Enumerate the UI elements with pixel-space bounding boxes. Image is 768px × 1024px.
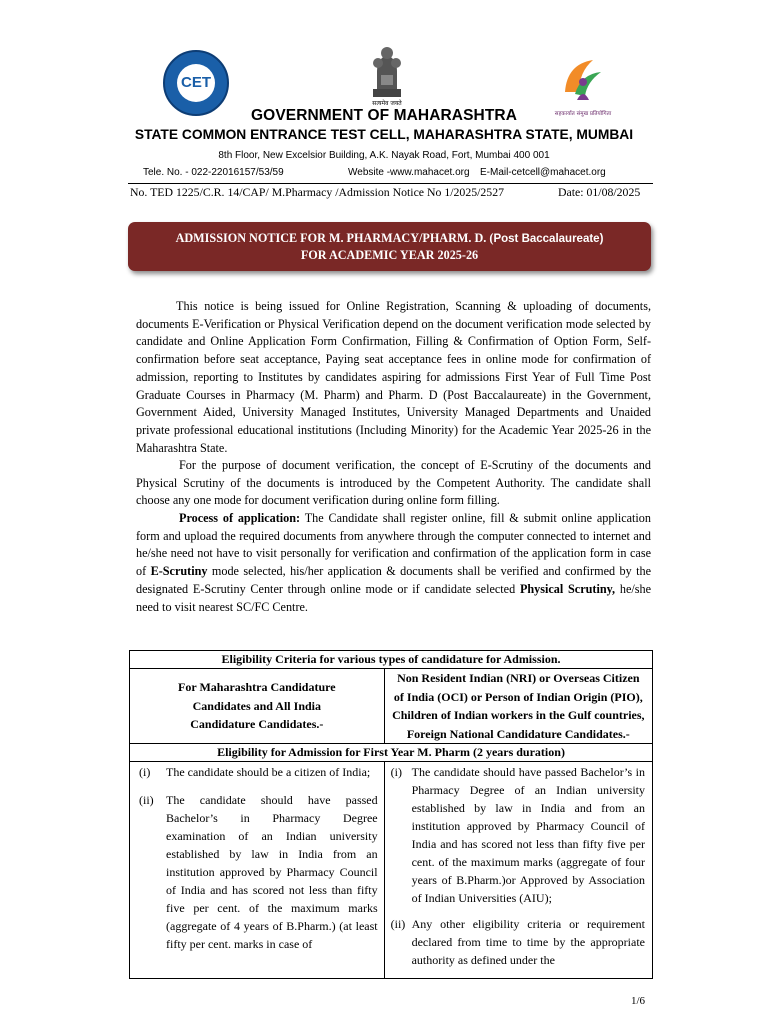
column-header-left-text: For Maharashtra Candidature Candidates and All India Candidature Candidates.- <box>178 680 336 732</box>
right-item-text: Any other eligibility criteria or requirement declared from time to time by the appropriate authority as defined under the <box>411 917 645 967</box>
cell-title: STATE COMMON ENTRANCE TEST CELL, MAHARASHTRA STATE, MUMBAI <box>134 127 634 142</box>
banner-line-1 <box>128 230 651 247</box>
column-header-maharashtra <box>130 669 385 744</box>
eligibility-table <box>129 650 653 979</box>
header-divider <box>128 183 653 184</box>
cet-logo-center <box>177 64 215 102</box>
intro-paragraph <box>136 298 651 457</box>
process-text-a: The Candidate shall register online, fill & submit online application form and upload the required documents from anywhere through the computer connected to internet and he/she need not have to visit personally for verification and confirmation of the application form in case of <box>136 511 651 579</box>
email-text: E-Mail-cetcell@mahacet.org <box>480 167 606 178</box>
physical-scrutiny-term: Physical Scrutiny, <box>519 581 616 596</box>
left-item-number: (i) <box>139 765 151 779</box>
left-item-text: The candidate should have passed Bachelor’s in Pharmacy Degree examination of an Indian university established by law in India from an institution approved by Pharmacy Council of India and has scored not less than fifty five per cent. of the maximum marks (aggregate of 4 years of B.Pharm.) (at least fifty per cent. marks in case of <box>166 793 378 951</box>
left-item <box>130 763 384 781</box>
website-text: Website -www.mahacet.org <box>348 167 470 178</box>
right-item <box>385 763 652 907</box>
table-section-heading: Eligibility for Admission for First Year M. Pharm (2 years duration) <box>130 744 653 762</box>
process-label: Process of application: <box>179 511 301 525</box>
right-item-text: The candidate should have passed Bachelor’s in Pharmacy Degree of an Indian university established by law in India and from an institution approved by Pharmacy Council of India and has scored not less than fifty five per cent. of the maximum marks (aggregate of four years of B.Pharm.)or Approved by Association of Indian Universities (AIU); <box>411 765 645 905</box>
column-header-right-text: Non Resident Indian (NRI) or Overseas Citizen of India (OCI) or Person of Indian Origin (PIO), Children of Indian workers in the Gulf countries, Foreign National Candidature Candidates.- <box>392 671 645 741</box>
verification-paragraph-text: For the purpose of document verification, the concept of E-Scrutiny of the documents and Physical Scrutiny of the documents is introduced by the Competent Authority. The candidate shall choose any one mode for document verification during online form filling. <box>136 458 651 508</box>
process-paragraph <box>136 510 651 616</box>
banner-post-baccalaureate: Post Baccalaureate) <box>493 233 604 245</box>
government-title: GOVERNMENT OF MAHARASHTRA <box>251 107 517 124</box>
state-emblem-icon <box>367 45 407 101</box>
reference-number: No. TED 1225/C.R. 14/CAP/ M.Pharmacy /Admission Notice No 1/2025/2527 <box>130 185 505 199</box>
process-text-b: mode selected, his/her application & documents shall be verified and confirmed by the designated E-Scrutiny Center through online mode or if candidate selected <box>136 564 651 596</box>
table-title: Eligibility Criteria for various types of candidature for Admission. <box>130 651 653 669</box>
telephone-number: Tele. No. - 022-22016157/53/59 <box>143 167 284 178</box>
left-item <box>130 791 384 953</box>
process-text-c: he/she need to visit nearest SC/FC Centre. <box>136 581 651 614</box>
notice-date: Date: 01/08/2025 <box>558 185 641 199</box>
left-criteria-cell <box>130 762 385 979</box>
left-item-text: The candidate should be a citizen of India; <box>166 765 371 779</box>
office-address: 8th Floor, New Excelsior Building, A.K. Nayak Road, Fort, Mumbai 400 001 <box>218 150 550 161</box>
emblem-motto: सत्यमेव जयते <box>372 100 402 107</box>
right-item-number: (i) <box>390 765 402 779</box>
right-logo-caption: सहकार्यात संमुख प्रतियोगिता <box>554 111 612 117</box>
intro-paragraph-text: This notice is being issued for Online Registration, Scanning & uploading of documents, documents E-Verification or Physical Verification depend on the document verification mode selected by candidate and Online Application Form Confirmation, Filling & Confirmation of Option Form, Self-confirmation before seat acceptance, Paying seat acceptance fees in online mode for confirmation of admission, reporting to Institutes by candidates aspiring for admissions First Year of Full Time Post Graduate Courses in Pharmacy (M. Pharm) and Pharm. D (Post Baccalaureate) in the Government, Government Aided, University Managed Institutes, University Managed Departments and Unaided private professional educational institutions (Including Minority) for the Academic Year 2025-26 in the Maharashtra State. <box>136 299 651 455</box>
verification-paragraph <box>136 457 651 510</box>
left-item-number: (ii) <box>139 793 154 807</box>
notice-title-banner <box>128 222 651 271</box>
right-item <box>385 915 652 969</box>
cet-logo-text: CET <box>181 74 211 91</box>
e-scrutiny-term: E-Scrutiny <box>150 564 208 579</box>
column-header-nri <box>384 669 652 744</box>
banner-line-2: FOR ACADEMIC YEAR 2025-26 <box>300 248 479 262</box>
page-number: 1/6 <box>631 995 646 1007</box>
banner-line-1-main: ADMISSION NOTICE FOR M. PHARMACY/PHARM. D. ( <box>175 231 494 245</box>
right-item-number: (ii) <box>390 917 406 931</box>
right-criteria-cell <box>384 762 652 979</box>
